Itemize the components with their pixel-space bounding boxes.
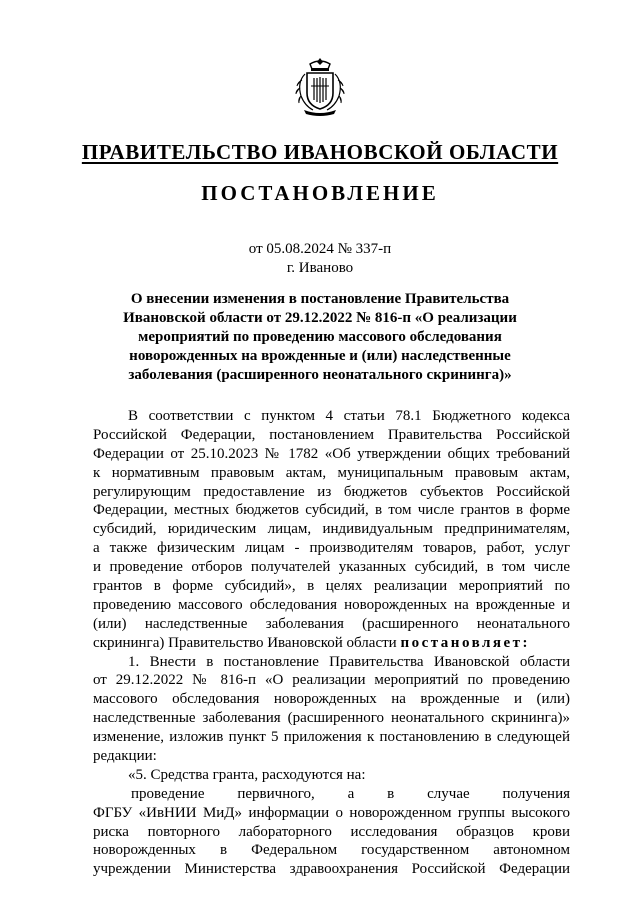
body-line: к нормативным правовым актам, муниципальным правовым актам,: [93, 464, 570, 481]
resolution-keyword: постановляет:: [400, 634, 531, 651]
body-line: учреждении Министерства здравоохранения Российской Федерации: [93, 861, 570, 878]
body-line: массового обследования новорожденных на врожденные и (или): [93, 691, 570, 708]
body-line-resolution: [93, 634, 570, 653]
document-title: [100, 290, 540, 385]
body-line: субсидий, юридическим лицам, индивидуальным предпринимателям,: [93, 521, 570, 538]
body-line: и проведение отборов получателей указанных субсидий, в том числе: [93, 559, 570, 576]
body-line: В соответствии с пунктом 4 статьи 78.1 Бюджетного кодекса: [128, 408, 570, 424]
body-line: регулирующим предоставление из бюджетов субъектов Российской: [93, 483, 570, 500]
body-line: Российской Федерации, постановлением Правительства Российской: [93, 426, 570, 443]
resolution-prefix: скрининга) Правительство Ивановской области: [93, 634, 397, 651]
body-line: изменение, изложив пункт 5 приложения к постановлению в следующей: [93, 729, 570, 746]
body-line: от 29.12.2022 № 816-п «О реализации мероприятий по проведению: [93, 672, 570, 689]
body-line: новорожденных в Федеральном государственном автономном: [93, 842, 570, 859]
document-city: г. Иваново: [286, 260, 354, 276]
coat-of-arms-emblem: [294, 56, 346, 118]
title-line: мероприятий по проведению массового обследования: [138, 329, 502, 345]
title-line: Ивановской области от 29.12.2022 № 816-п «О реализации: [123, 310, 517, 326]
title-line: О внесении изменения в постановление Правительства: [130, 291, 510, 307]
document-date-number: от 05.08.2024 № 337-п: [248, 241, 392, 257]
body-line: 1. Внести в постановление Правительства Ивановской области: [128, 653, 570, 670]
government-heading: ПРАВИТЕЛЬСТВО ИВАНОВСКОЙ ОБЛАСТИ: [81, 140, 559, 164]
document-type-heading: ПОСТАНОВЛЕНИЕ: [201, 181, 439, 205]
body-line: Федерации, местных бюджетов субсидий, в том числе грантов в форме: [93, 502, 570, 519]
body-line: наследственные заболевания (расширенного неонатального скрининга)»: [93, 710, 570, 727]
body-line: проведению массового обследования новорожденных на врожденные и: [93, 596, 570, 613]
body-line: грантов в форме субсидий», в целях реализации мероприятий по: [93, 578, 570, 595]
body-line: (или) наследственные заболевания (расширенного неонатального: [93, 615, 570, 632]
document-body: [93, 407, 570, 879]
body-line: «5. Средства гранта, расходуются на:: [128, 766, 366, 783]
body-line: редакции:: [93, 748, 157, 765]
title-line: новорожденных на врожденные и (или) наследственные: [129, 348, 511, 364]
body-line: Федерации от 25.10.2023 № 1782 «Об утверждении общих требований: [93, 445, 570, 462]
body-line: проведение первичного, а в случае получения: [131, 785, 570, 802]
body-line: ФГБУ «ИвНИИ МиД» информации о новорожденном группы высокого: [93, 804, 570, 821]
title-line: заболевания (расширенного неонатального скрининга)»: [128, 367, 512, 383]
body-line: а также физическим лицам - производителям товаров, работ, услуг: [93, 540, 570, 557]
body-line: риска повторного лабораторного исследования образцов крови: [93, 823, 570, 840]
